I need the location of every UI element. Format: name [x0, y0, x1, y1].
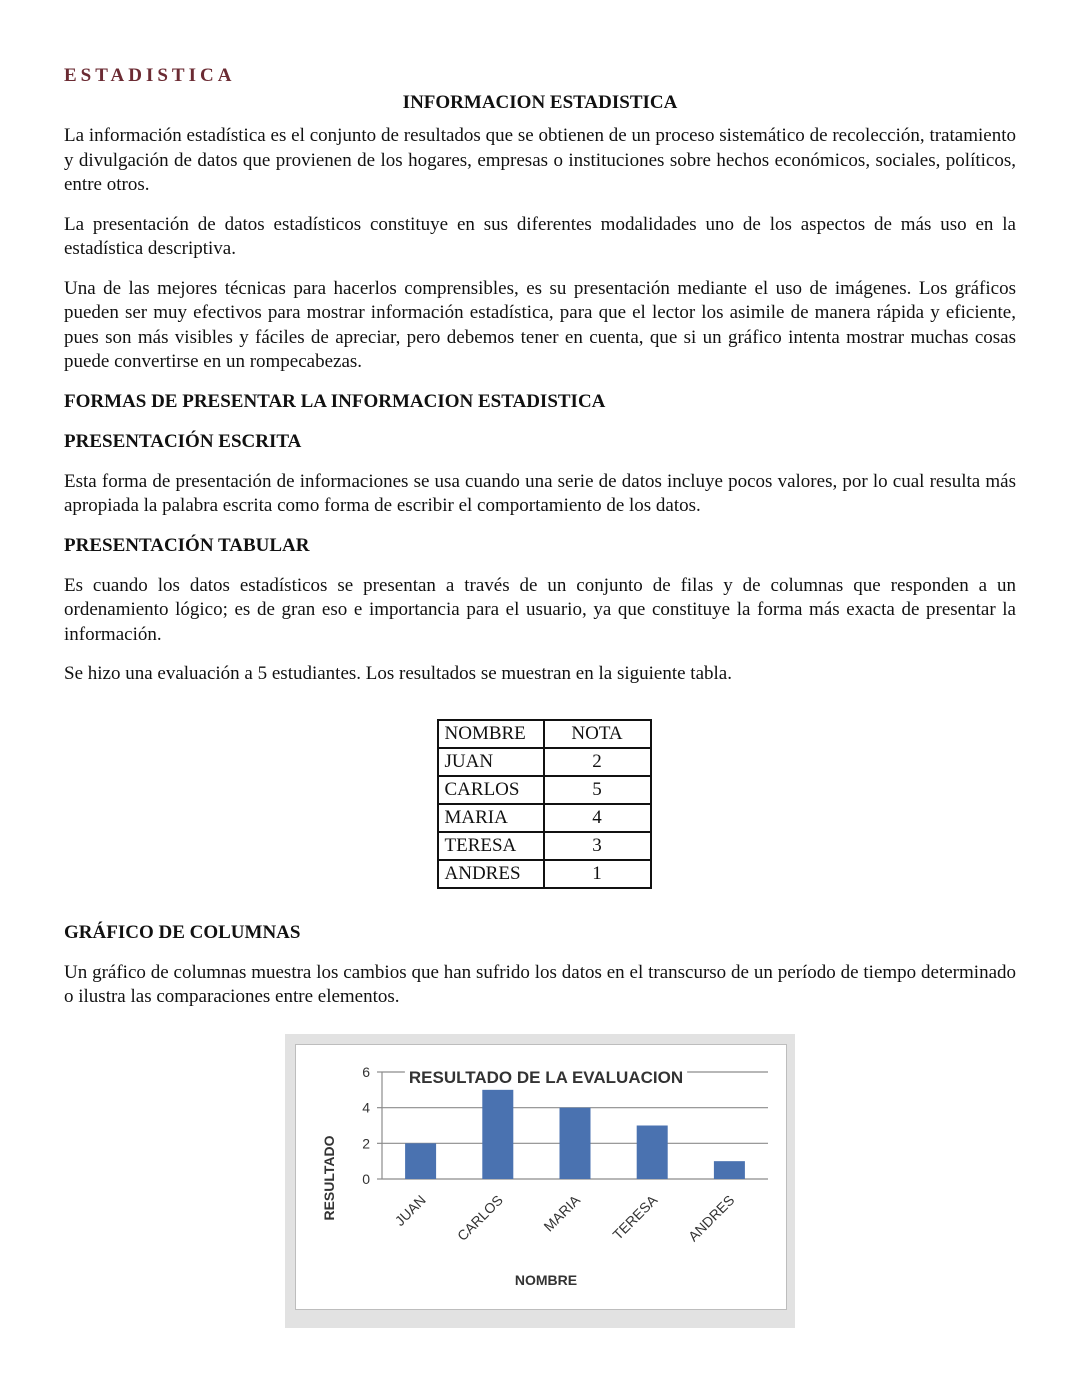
table-cell-grade: 4 — [544, 804, 651, 832]
chart-plot-frame — [295, 1044, 787, 1310]
table-header-nombre: NOMBRE — [438, 720, 544, 748]
table-cell-name: JUAN — [438, 748, 544, 776]
intro-paragraph-2: La presentación de datos estadísticos constituye en sus diferentes modalidades uno de los aspectos de más uso en la estadística descriptiva. — [64, 213, 1016, 259]
page-title: INFORMACION ESTADISTICA — [402, 92, 678, 113]
column-chart — [296, 1045, 786, 1309]
escrita-paragraph: Esta forma de presentación de informaciones se usa cuando una serie de datos incluye pocos valores, por lo cual resulta más apropiada la palabra escrita como forma de escribir el comportamiento de los datos. — [64, 470, 1016, 516]
chart-y-tick-label: 4 — [362, 1099, 370, 1116]
table-cell-grade: 1 — [544, 860, 651, 888]
escrita-heading: PRESENTACIÓN ESCRITA — [64, 430, 302, 452]
table-cell-grade: 5 — [544, 776, 651, 804]
chart-bar — [637, 1126, 668, 1180]
chart-y-tick-label: 6 — [362, 1064, 370, 1080]
table-cell-grade: 3 — [544, 832, 651, 860]
table-cell-name: TERESA — [438, 832, 544, 860]
table-header-nota: NOTA — [544, 720, 651, 748]
evaluation-paragraph: Se hizo una evaluación a 5 estudiantes. Los resultados se muestran en la siguiente tabla. — [64, 663, 732, 684]
intro-paragraph-3: Una de las mejores técnicas para hacerlos comprensibles, es su presentación mediante el uso de imágenes. Los gráficos pueden ser muy efectivos para mostrar información estadística, para que el lector los asimile de manera rápida y eficiente, pues son más visibles y fáciles de apreciar, pero debemos tener en cuenta, que si un gráfico intenta mostrar muchas cosas puede convertirse en un rompecabezas. — [64, 277, 1016, 372]
chart-y-axis-label: RESULTADO — [321, 1135, 337, 1221]
chart-x-tick-label: ANDRES — [684, 1191, 738, 1245]
table-row — [438, 804, 651, 832]
table-cell-name: MARIA — [438, 804, 544, 832]
chart-x-tick-label: MARIA — [540, 1191, 584, 1235]
chart-x-tick-label: TERESA — [609, 1191, 661, 1243]
chart-bar — [405, 1143, 436, 1179]
table-header-row — [438, 720, 651, 748]
grades-table — [437, 719, 652, 889]
columnas-heading: GRÁFICO DE COLUMNAS — [64, 921, 301, 943]
table-cell-name: CARLOS — [438, 776, 544, 804]
chart-bar — [482, 1090, 513, 1179]
intro-paragraph-1: La información estadística es el conjunto de resultados que se obtienen de un proceso sistemático de recolección, tratamiento y divulgación de datos que provienen de los hogares, empresas o instituciones sobre hechos económicos, sociales, políticos, entre otros. — [64, 125, 1016, 195]
tabular-heading: PRESENTACIÓN TABULAR — [64, 534, 310, 556]
chart-y-tick-label: 2 — [362, 1135, 370, 1152]
table-row — [438, 776, 651, 804]
grades-table-wrap — [64, 719, 1016, 889]
chart-bar — [714, 1161, 745, 1179]
chart-x-axis-label: NOMBRE — [514, 1272, 578, 1288]
chart-title: RESULTADO DE LA EVALUACION — [408, 1068, 684, 1087]
chart-bar — [560, 1108, 591, 1179]
chart-y-tick-label: 0 — [362, 1171, 370, 1187]
table-cell-grade: 2 — [544, 748, 651, 776]
table-row — [438, 860, 651, 888]
chart-x-tick-label: JUAN — [391, 1191, 429, 1229]
document-kicker: ESTADISTICA — [64, 65, 236, 86]
table-row — [438, 832, 651, 860]
table-cell-name: ANDRES — [438, 860, 544, 888]
document-page — [64, 62, 1016, 1025]
column-chart-figure — [285, 1034, 795, 1328]
tabular-paragraph: Es cuando los datos estadísticos se presentan a través de un conjunto de filas y de columnas que responden a un ordenamiento lógico; es de gran eso e importancia para el usuario, ya que constituye la forma más exacta de presentar la información. — [64, 574, 1016, 645]
columnas-paragraph: Un gráfico de columnas muestra los cambios que han sufrido los datos en el transcurso de un período de tiempo determinado o ilustra las comparaciones entre elementos. — [64, 961, 1016, 1007]
chart-x-tick-label: CARLOS — [453, 1191, 506, 1244]
formas-heading: FORMAS DE PRESENTAR LA INFORMACION ESTADISTICA — [64, 390, 606, 412]
table-row — [438, 748, 651, 776]
